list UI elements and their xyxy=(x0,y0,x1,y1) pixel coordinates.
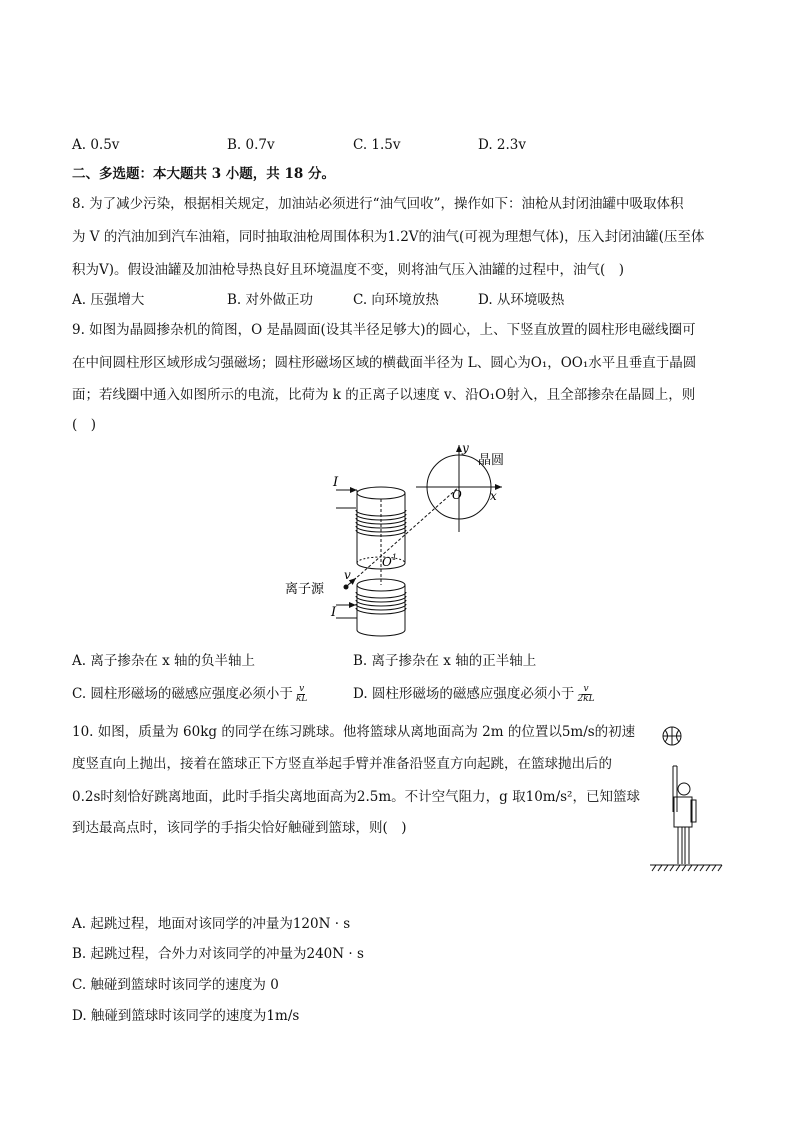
basketball-icon xyxy=(663,727,681,745)
velocity-label: v xyxy=(344,568,351,582)
q10-line-4: 到达最高点时，该同学的手指尖恰好触碰到篮球，则( ) xyxy=(72,820,407,836)
q10-option-d: D. 触碰到篮球时该同学的速度为1m/s xyxy=(72,1008,300,1024)
q7-option-d: D. 2.3v xyxy=(478,137,527,153)
q9-line-2: 在中间圆柱形区域形成匀强磁场；圆柱形磁场区域的横截面半径为 L、圆心为O₁，OO₁水平且垂直于晶圆 xyxy=(72,355,697,371)
q10-option-c: C. 触碰到篮球时该同学的速度为 0 xyxy=(72,977,279,993)
q9-option-b: B. 离子掺杂在 x 轴的正半轴上 xyxy=(353,653,537,669)
student-figure xyxy=(673,766,696,864)
q9-option-d-fraction: $\frac{v}{2kL}$ xyxy=(577,684,595,704)
q9-line-1: 9. 如图为晶圆掺杂机的简图，O 是晶圆面(设其半径足够大)的圆心，上、下竖直放置的圆柱形电磁线圈可 xyxy=(72,322,696,338)
ion-source-label: 离子源 xyxy=(285,582,325,597)
ground xyxy=(650,865,722,871)
ion-path xyxy=(346,487,459,587)
y-axis-label: y xyxy=(462,441,469,455)
o1-label: $O^1$ xyxy=(382,553,397,569)
q7-option-a: A. 0.5v xyxy=(72,137,120,153)
q10-option-b: B. 起跳过程，合外力对该同学的冲量为240N · s xyxy=(72,946,364,962)
q9-line-3: 面；若线圈中通入如图所示的电流，比荷为 k 的正离子以速度 v、沿O₁O射入，且全部掺杂在晶圆上，则 xyxy=(72,387,696,403)
q8-option-d: D. 从环境吸热 xyxy=(478,292,565,308)
q10-option-a: A. 起跳过程，地面对该同学的冲量为120N · s xyxy=(72,916,351,932)
wafer-doping-figure xyxy=(276,440,536,640)
ion-source-dot xyxy=(344,585,349,590)
q9-line-4: ( ) xyxy=(72,417,97,433)
q8-line-2: 为 V 的汽油加到汽车油箱，同时抽取油枪周围体积为1.2V的油气(可视为理想气体)，压入封闭油罐(压至体 xyxy=(72,229,705,245)
q8-line-3: 积为V)。假设油罐及加油枪导热良好且环境温度不变，则将油气压入油罐的过程中，油气( ) xyxy=(72,262,625,278)
q8-option-b: B. 对外做正功 xyxy=(227,292,314,308)
q8-option-a: A. 压强增大 xyxy=(72,292,145,308)
jumping-student-figure xyxy=(646,722,726,877)
q9-option-c-fraction: $\frac{v}{kL}$ xyxy=(295,684,308,704)
q9-option-a: A. 离子掺杂在 x 轴的负半轴上 xyxy=(72,653,256,669)
q7-option-c: C. 1.5v xyxy=(353,137,401,153)
wafer-label: 晶圆 xyxy=(478,453,505,468)
current-label-lower: I xyxy=(331,605,337,620)
section-header: 二、多选题：本大题共 3 小题，共 18 分。 xyxy=(72,166,335,182)
wafer-center-label: O xyxy=(452,488,462,502)
q8-line-1: 8. 为了减少污染，根据相关规定，加油站必须进行“油气回收”，操作如下：油枪从封闭油罐中吸取体积 xyxy=(72,196,684,212)
current-label-upper: I xyxy=(333,475,339,490)
x-axis-label: x xyxy=(490,489,497,503)
q8-option-c: C. 向环境放热 xyxy=(353,292,439,308)
q9-option-c: C. 圆柱形磁场的磁感应强度必须小于 $\frac{v}{kL}$ xyxy=(72,684,308,704)
q10-line-3: 0.2s时刻恰好跳离地面，此时手指尖离地面高为2.5m。不计空气阻力，g 取10m/s²，已知篮球 xyxy=(72,789,640,805)
q10-line-2: 度竖直向上抛出，接着在篮球正下方竖直举起手臂并准备沿竖直方向起跳，在篮球抛出后的 xyxy=(72,756,612,772)
q10-line-1: 10. 如图，质量为 60kg 的同学在练习跳球。他将篮球从离地面高为 2m 的位置以5m/s的初速 xyxy=(72,724,636,740)
q7-option-b: B. 0.7v xyxy=(227,137,275,153)
q9-option-d: D. 圆柱形磁场的磁感应强度必须小于 $\frac{v}{2kL}$ xyxy=(353,684,595,704)
